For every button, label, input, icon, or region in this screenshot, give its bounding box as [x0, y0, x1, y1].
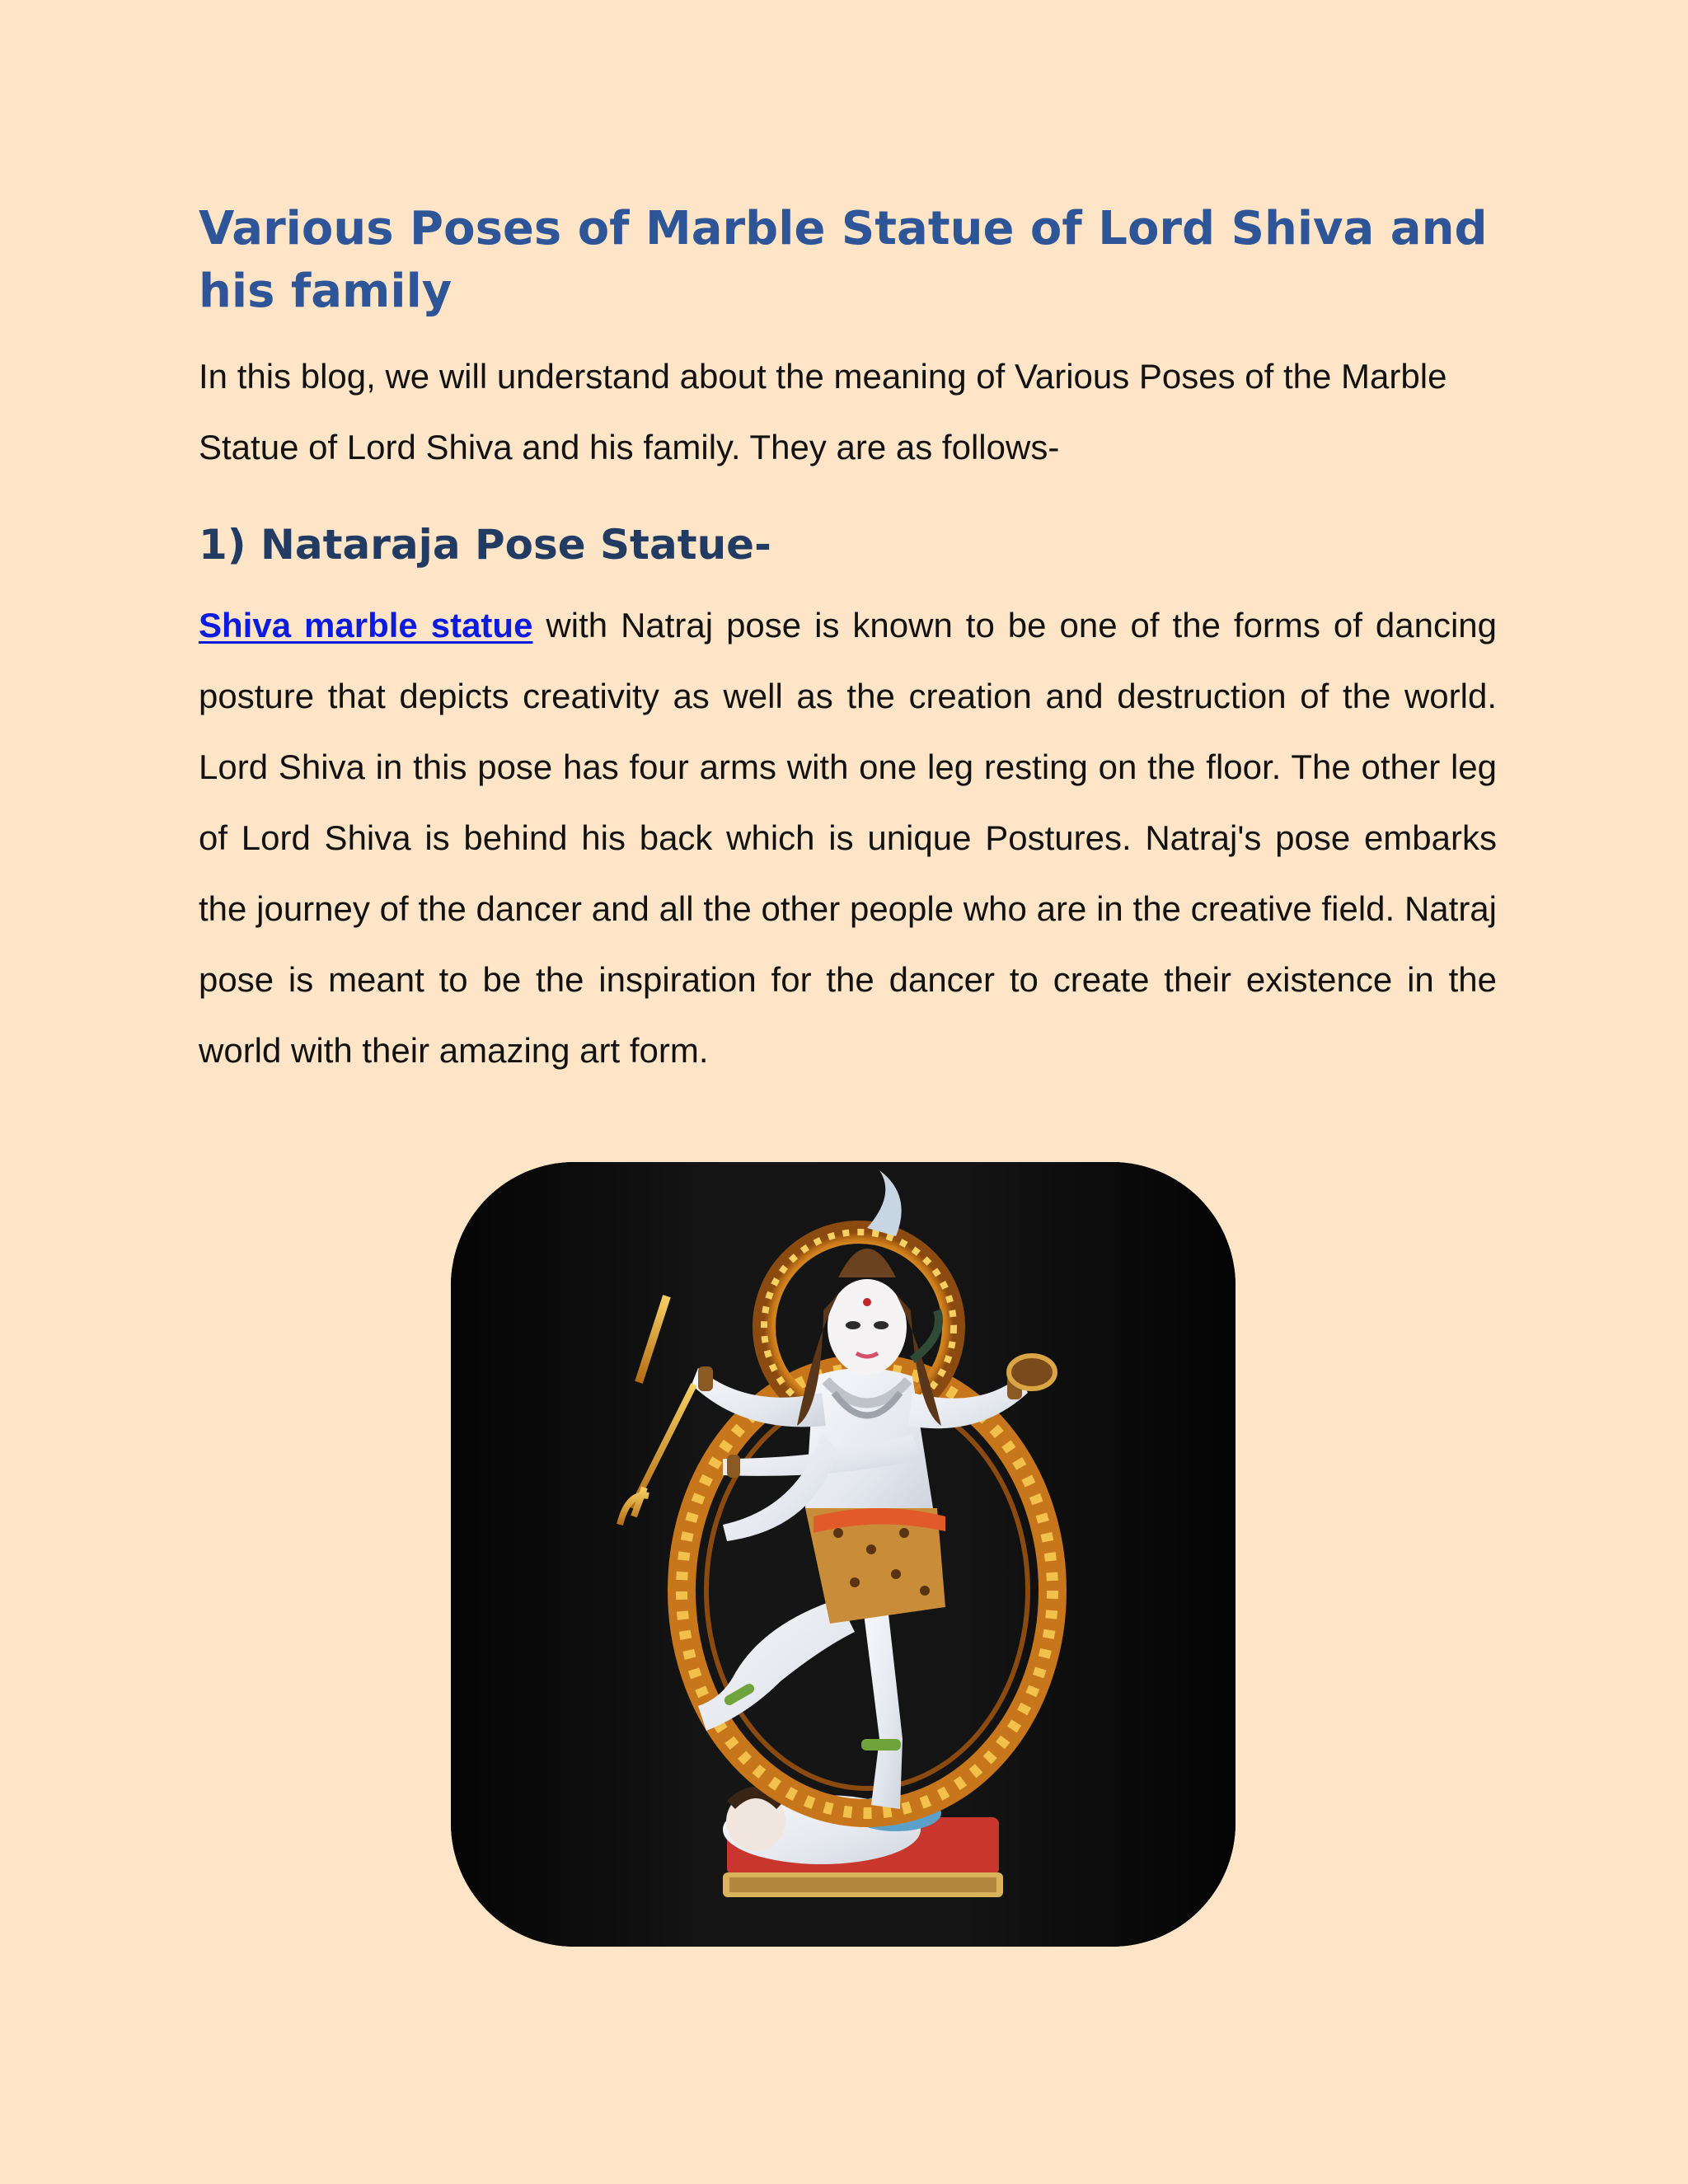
- intro-paragraph: In this blog, we will understand about the meaning of Various Poses of the Marble Statue of Lord Shiva and his family. They are as follows-: [199, 357, 1447, 466]
- nataraja-statue-image: [451, 1162, 1236, 1947]
- section-heading-nataraja: 1) Nataraja Pose Statue-: [199, 521, 771, 569]
- document-page: [199, 198, 1497, 1086]
- section-body-nataraja: [199, 590, 1497, 1086]
- section-body-text: with Natraj pose is known to be one of the forms of dancing posture that depicts creativity as well as the creation and destruction of the world. Lord Shiva in this pose has four arms with one leg resting on the floor. The other leg of Lord Shiva is behind his back which is unique Postures. Natraj's pose embarks the journey of the dancer and all the other people who are in the creative field. Natraj pose is meant to be the inspiration for the dancer to create their existence in the world with their amazing art form.: [199, 606, 1497, 1070]
- page-title: Various Poses of Marble Statue of Lord Shiva and his family: [199, 202, 1488, 318]
- nataraja-statue-illustration: [451, 1162, 1236, 1947]
- shiva-marble-statue-link[interactable]: Shiva marble statue: [199, 606, 533, 644]
